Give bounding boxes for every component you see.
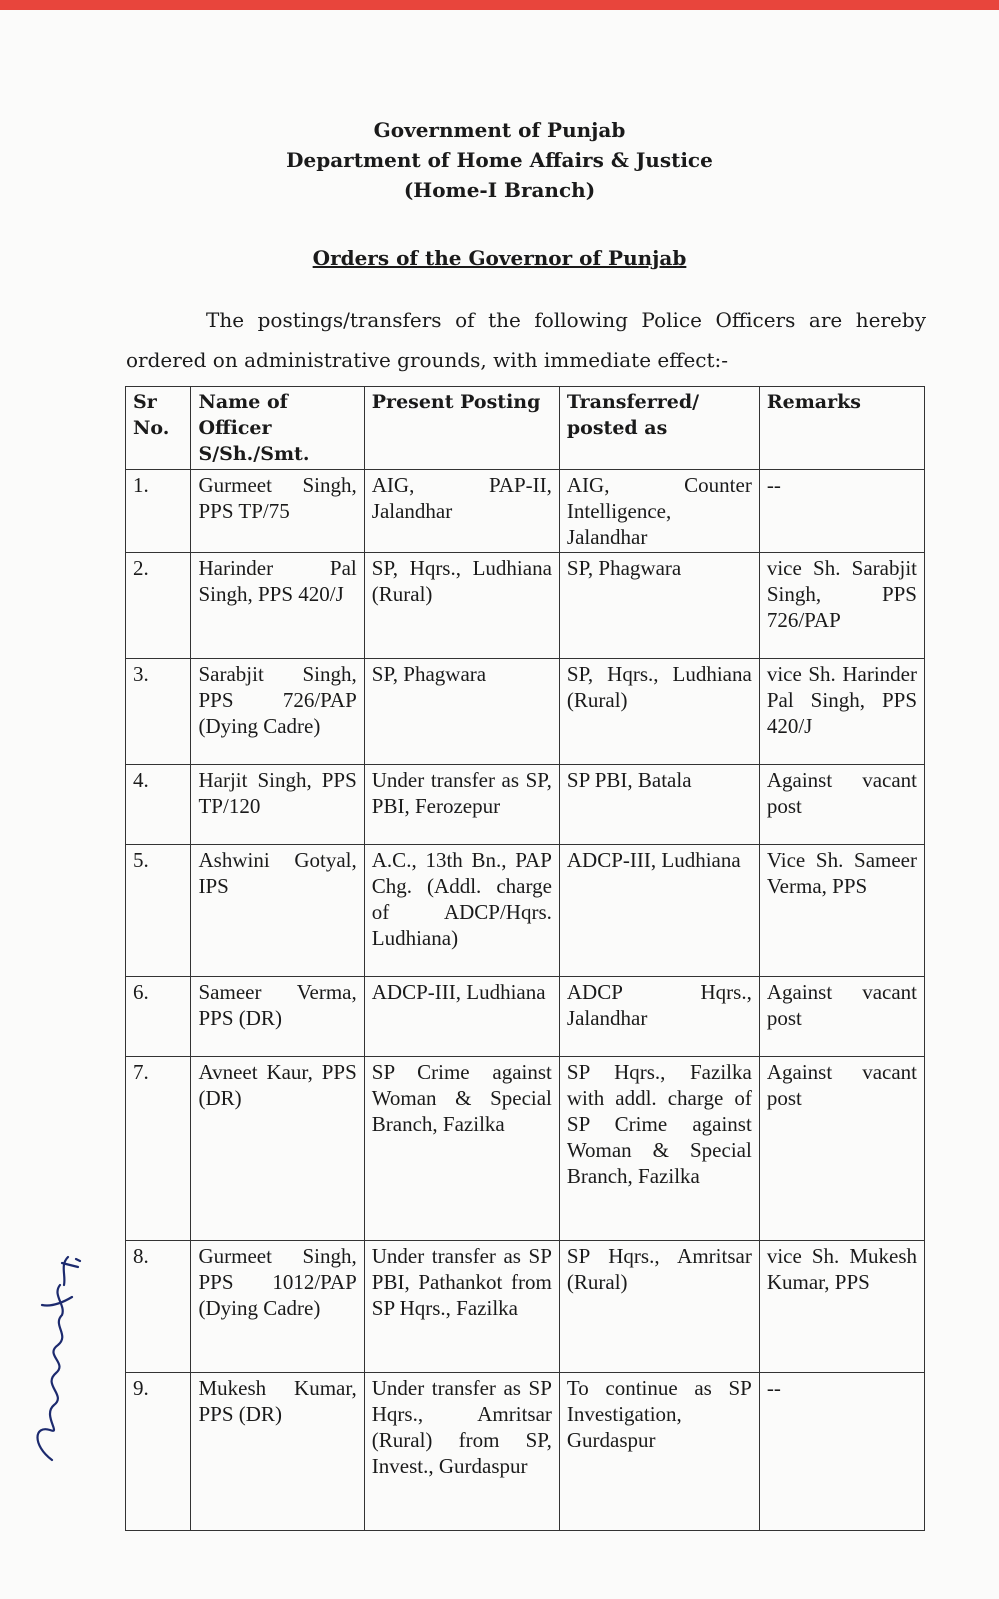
cell-sr-no: 2. (126, 553, 191, 659)
order-title: Orders of the Governor of Punjab (312, 246, 687, 270)
table-row (126, 977, 925, 1057)
cell-transferred: SP, Phagwara (559, 553, 759, 659)
cell-sr-no: 8. (126, 1241, 191, 1373)
cell-sr-no: 5. (126, 845, 191, 977)
cell-officer-name: Gurmeet Singh, PPS TP/75 (191, 470, 364, 553)
cell-remarks: -- (759, 1373, 924, 1531)
cell-officer-name: Ashwini Gotyal, IPS (191, 845, 364, 977)
cell-transferred: AIG, Counter Intelligence, Jalandhar (559, 470, 759, 553)
cell-present-posting: Under transfer as SP, PBI, Ferozepur (364, 765, 559, 845)
cell-present-posting: SP Crime against Woman & Special Branch, Fazilka (364, 1057, 559, 1241)
cell-sr-no: 1. (126, 470, 191, 553)
header-transferred: Transferred/ posted as (559, 387, 759, 470)
cell-officer-name: Sameer Verma, PPS (DR) (191, 977, 364, 1057)
cell-present-posting: AIG, PAP-II, Jalandhar (364, 470, 559, 553)
cell-transferred: SP Hqrs., Fazilka with addl. charge of SP Crime against Woman & Special Branch, Fazilka (559, 1057, 759, 1241)
header-present-posting: Present Posting (364, 387, 559, 470)
document-page (0, 10, 999, 1599)
table-row (126, 1373, 925, 1531)
table-row (126, 1057, 925, 1241)
cell-remarks: vice Sh. Sarabjit Singh, PPS 726/PAP (759, 553, 924, 659)
cell-transferred: To continue as SP Investigation, Gurdaspur (559, 1373, 759, 1531)
cell-transferred: SP, Hqrs., Ludhiana (Rural) (559, 659, 759, 765)
cell-transferred: SP PBI, Batala (559, 765, 759, 845)
cell-present-posting: A.C., 13th Bn., PAP Chg. (Addl. charge of ADCP/Hqrs. Ludhiana) (364, 845, 559, 977)
document-header (0, 115, 999, 205)
cell-officer-name: Gurmeet Singh, PPS 1012/PAP (Dying Cadre) (191, 1241, 364, 1373)
cell-remarks: Against vacant post (759, 977, 924, 1057)
cell-officer-name: Harjit Singh, PPS TP/120 (191, 765, 364, 845)
table-row (126, 1241, 925, 1373)
cell-remarks: Vice Sh. Sameer Verma, PPS (759, 845, 924, 977)
table-header-row (126, 387, 925, 470)
cell-transferred: ADCP Hqrs., Jalandhar (559, 977, 759, 1057)
cell-remarks: vice Sh. Mukesh Kumar, PPS (759, 1241, 924, 1373)
table-row (126, 845, 925, 977)
table-row (126, 659, 925, 765)
handwritten-signature-icon (22, 1245, 92, 1465)
header-government: Government of Punjab (373, 118, 626, 142)
header-sr-no: Sr No. (126, 387, 191, 470)
intro-paragraph: The postings/transfers of the following Police Officers are hereby ordered on administrative grounds, with immediate effect:- (126, 308, 926, 372)
cell-remarks: Against vacant post (759, 765, 924, 845)
cell-present-posting: ADCP-III, Ludhiana (364, 977, 559, 1057)
top-accent-bar (0, 0, 999, 10)
cell-remarks: Against vacant post (759, 1057, 924, 1241)
cell-sr-no: 7. (126, 1057, 191, 1241)
cell-present-posting: Under transfer as SP Hqrs., Amritsar (Rural) from SP, Invest., Gurdaspur (364, 1373, 559, 1531)
table-row (126, 553, 925, 659)
cell-officer-name: Harinder Pal Singh, PPS 420/J (191, 553, 364, 659)
cell-transferred: SP Hqrs., Amritsar (Rural) (559, 1241, 759, 1373)
cell-remarks: -- (759, 470, 924, 553)
cell-present-posting: Under transfer as SP PBI, Pathankot from SP Hqrs., Fazilka (364, 1241, 559, 1373)
cell-remarks: vice Sh. Harinder Pal Singh, PPS 420/J (759, 659, 924, 765)
cell-present-posting: SP, Hqrs., Ludhiana (Rural) (364, 553, 559, 659)
table-row (126, 765, 925, 845)
header-branch: (Home-I Branch) (403, 178, 596, 202)
cell-transferred: ADCP-III, Ludhiana (559, 845, 759, 977)
cell-sr-no: 4. (126, 765, 191, 845)
header-department: Department of Home Affairs & Justice (286, 148, 713, 172)
postings-table (125, 386, 925, 1531)
cell-sr-no: 3. (126, 659, 191, 765)
table-row (126, 470, 925, 553)
cell-present-posting: SP, Phagwara (364, 659, 559, 765)
cell-sr-no: 9. (126, 1373, 191, 1531)
header-officer-name: Name of Officer S/Sh./Smt. (191, 387, 364, 470)
header-remarks: Remarks (759, 387, 924, 470)
cell-sr-no: 6. (126, 977, 191, 1057)
cell-officer-name: Sarabjit Singh, PPS 726/PAP (Dying Cadre) (191, 659, 364, 765)
cell-officer-name: Mukesh Kumar, PPS (DR) (191, 1373, 364, 1531)
cell-officer-name: Avneet Kaur, PPS (DR) (191, 1057, 364, 1241)
